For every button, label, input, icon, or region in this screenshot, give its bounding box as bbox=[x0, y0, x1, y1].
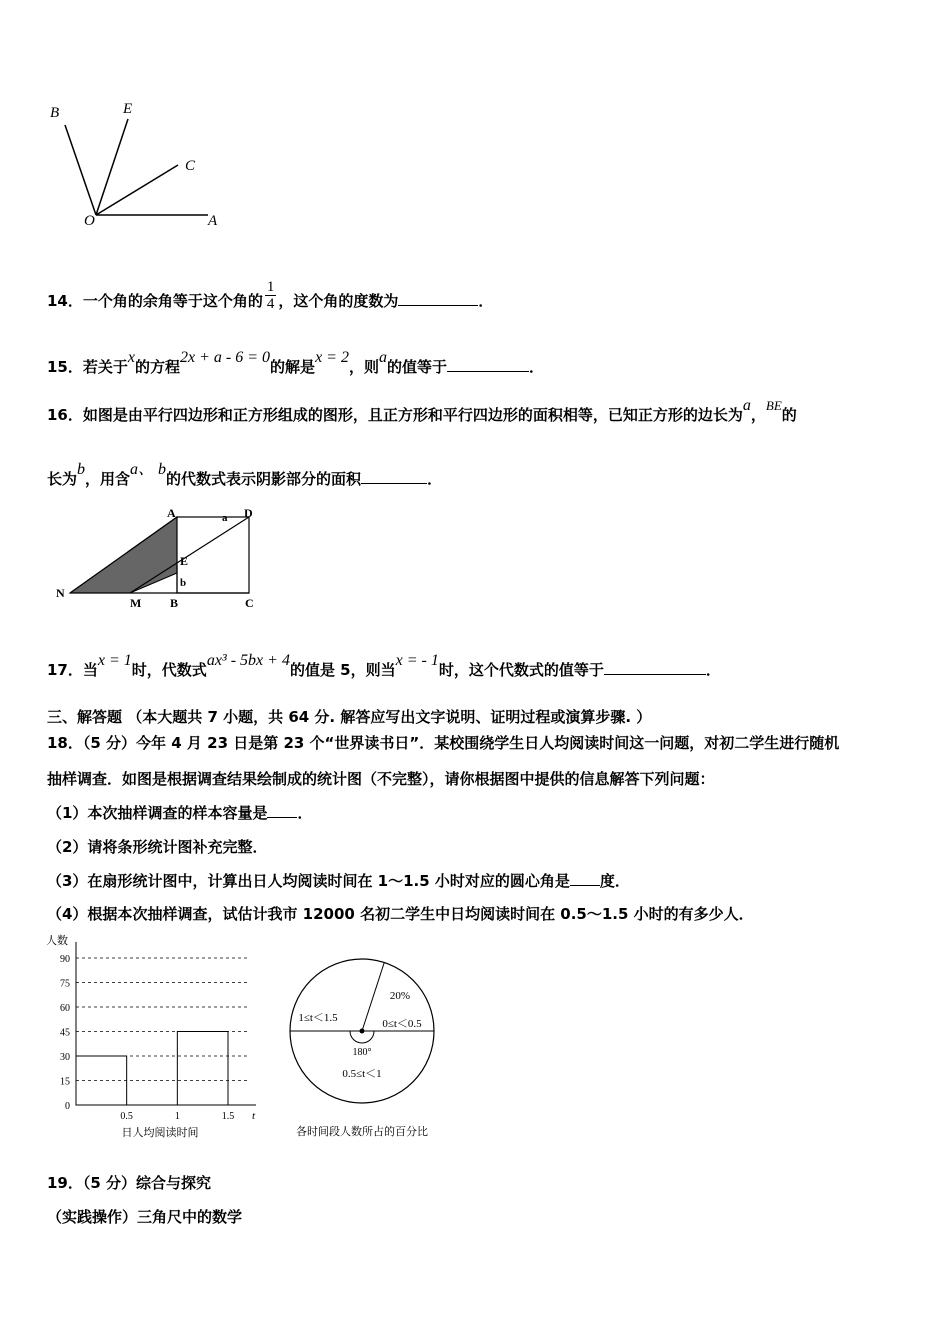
math-a: a bbox=[742, 397, 751, 414]
bar-chart bbox=[40, 930, 270, 1145]
fraction-one-quarter bbox=[265, 279, 277, 312]
label-D: D bbox=[244, 506, 253, 520]
question-18-part2: （2）请将条形统计图补充完整． bbox=[47, 838, 268, 856]
label-M: M bbox=[130, 596, 142, 610]
y-axis-title: 人数 bbox=[46, 935, 68, 947]
question-18-part4: （4）根据本次抽样调查，试估计我市 12000 名初二学生中日均阅读时间在 0.5～1.5 小时的有多少人． bbox=[47, 905, 754, 923]
bar bbox=[177, 1032, 228, 1106]
x-axis-var: t bbox=[252, 1110, 256, 1122]
math-solution: x = 2 bbox=[315, 349, 349, 366]
label-C: C bbox=[185, 158, 196, 174]
answer-blank[interactable] bbox=[398, 291, 478, 306]
section-heading: 三、解答题 （本大题共 7 小题，共 64 分. 解答应写出文字说明、证明过程或演算步骤. ） bbox=[47, 708, 652, 726]
x-tick-label: 1.5 bbox=[221, 1111, 235, 1122]
answer-blank[interactable] bbox=[570, 871, 600, 886]
q17-text: 当 bbox=[82, 661, 98, 679]
label-a: a bbox=[222, 512, 228, 524]
angle-figure bbox=[40, 95, 240, 235]
question-15 bbox=[47, 349, 545, 377]
answer-blank[interactable] bbox=[361, 469, 427, 484]
label-N: N bbox=[56, 586, 65, 600]
slice-label: 0.5≤t＜1 bbox=[342, 1068, 382, 1080]
y-tick-label: 60 bbox=[60, 1003, 70, 1014]
label-A: A bbox=[208, 213, 218, 229]
pie-chart bbox=[280, 945, 460, 1145]
math-b: b bbox=[77, 461, 86, 478]
q17-text: 的值是 5，则当 bbox=[289, 661, 396, 679]
label-B: B bbox=[170, 596, 179, 610]
q17-text: 时，代数式 bbox=[131, 661, 207, 679]
question-14 bbox=[47, 279, 494, 318]
x-tick-label: 1 bbox=[174, 1111, 180, 1122]
q16-text: 的 bbox=[781, 406, 797, 424]
q14-number: 14． bbox=[47, 292, 83, 310]
answer-blank[interactable] bbox=[447, 357, 529, 372]
q17-text: 时，这个代数式的值等于 bbox=[438, 661, 604, 679]
question-17 bbox=[47, 652, 721, 680]
q16-text: 如图是由平行四边形和正方形组成的图形，且正方形和平行四边形的面积相等，已知正方形的边长为 bbox=[82, 406, 743, 424]
math-a: a bbox=[378, 349, 387, 366]
q18-p3-end: 度． bbox=[599, 872, 630, 890]
chart-title: 日人均阅读时间 bbox=[121, 1127, 199, 1139]
label-b: b bbox=[180, 577, 187, 589]
question-18-line2: 抽样调查．如图是根据调查结果绘制成的统计图（不完整），请你根据图中提供的信息解答下列问题： bbox=[47, 770, 715, 788]
q17-end: ． bbox=[705, 661, 721, 679]
math-a-b: a、 b bbox=[130, 461, 167, 478]
answer-blank[interactable] bbox=[604, 660, 706, 675]
slice-annotation: 20% bbox=[389, 990, 411, 1002]
slice-label: 1≤t＜1.5 bbox=[298, 1012, 338, 1024]
y-tick-label: 90 bbox=[60, 954, 70, 965]
q18-p1-text: （1）本次抽样调查的样本容量是 bbox=[47, 804, 268, 822]
fraction-denominator: 4 bbox=[266, 296, 275, 312]
question-16-line1 bbox=[47, 397, 797, 425]
q15-end: ． bbox=[529, 358, 545, 376]
question-16-line2 bbox=[47, 461, 443, 489]
label-E: E bbox=[123, 101, 133, 117]
slice-label: 0≤t＜0.5 bbox=[382, 1018, 422, 1030]
label-C: C bbox=[245, 596, 254, 610]
q18-p1-end: ． bbox=[297, 804, 313, 822]
math-x-eq-neg1: x = - 1 bbox=[395, 652, 439, 669]
q16-end: ． bbox=[427, 470, 443, 488]
slice-boundary bbox=[362, 963, 384, 1031]
q15-text: 的值等于 bbox=[386, 358, 447, 376]
q15-text: 的解是 bbox=[270, 358, 316, 376]
math-x-eq-1: x = 1 bbox=[97, 652, 132, 669]
q14-end: ． bbox=[478, 292, 494, 310]
question-18-part1 bbox=[47, 802, 312, 823]
label-B: B bbox=[50, 105, 60, 121]
q16-text: ，用含 bbox=[85, 470, 131, 488]
q15-text: 的方程 bbox=[135, 358, 181, 376]
q16-number: 16． bbox=[47, 406, 83, 424]
q15-number: 15． bbox=[47, 358, 83, 376]
question-18-line1: 18．（5 分）今年 4 月 23 日是第 23 个“世界读书日”．某校围绕学生日人均阅读时间这一问题，对初二学生进行随机 bbox=[47, 734, 840, 752]
label-O: O bbox=[84, 213, 95, 229]
x-tick-label: 0.5 bbox=[120, 1111, 133, 1122]
y-tick-label: 30 bbox=[60, 1052, 70, 1063]
q14-text: 一个角的余角等于这个角的 bbox=[82, 292, 263, 310]
chart-title: 各时间段人数所占的百分比 bbox=[296, 1126, 428, 1138]
parallelogram-figure bbox=[50, 505, 280, 620]
q14-text-b: ，这个角的度数为 bbox=[278, 292, 399, 310]
slice-annotation: 180° bbox=[352, 1047, 372, 1058]
math-equation: 2x + a - 6 = 0 bbox=[180, 349, 271, 366]
math-x: x bbox=[127, 349, 135, 366]
math-expression: ax³ - 5bx + 4 bbox=[206, 652, 290, 669]
q16-text: 长为 bbox=[47, 470, 78, 488]
q18-p3-text: （3）在扇形统计图中，计算出日人均阅读时间在 1～1.5 小时对应的圆心角是 bbox=[47, 872, 570, 890]
q16-text: ， bbox=[750, 406, 766, 424]
answer-blank[interactable] bbox=[267, 803, 297, 818]
label-E: E bbox=[180, 554, 189, 568]
q16-text: 的代数式表示阴影部分的面积 bbox=[166, 470, 362, 488]
math-BE: BE bbox=[765, 398, 782, 413]
y-tick-label: 45 bbox=[60, 1027, 70, 1039]
label-A: A bbox=[167, 506, 176, 520]
y-tick-label: 0 bbox=[65, 1101, 70, 1112]
y-tick-label: 75 bbox=[60, 978, 70, 990]
pie-center bbox=[360, 1029, 365, 1034]
question-19-line2: （实践操作）三角尺中的数学 bbox=[47, 1208, 243, 1226]
question-19-line1: 19．（5 分）综合与探究 bbox=[47, 1174, 212, 1192]
y-tick-label: 15 bbox=[60, 1076, 70, 1088]
q15-text: 若关于 bbox=[82, 358, 128, 376]
q15-text: ，则 bbox=[348, 358, 379, 376]
question-18-part3 bbox=[47, 870, 630, 891]
q17-number: 17． bbox=[47, 661, 83, 679]
fraction-numerator: 1 bbox=[266, 279, 275, 295]
